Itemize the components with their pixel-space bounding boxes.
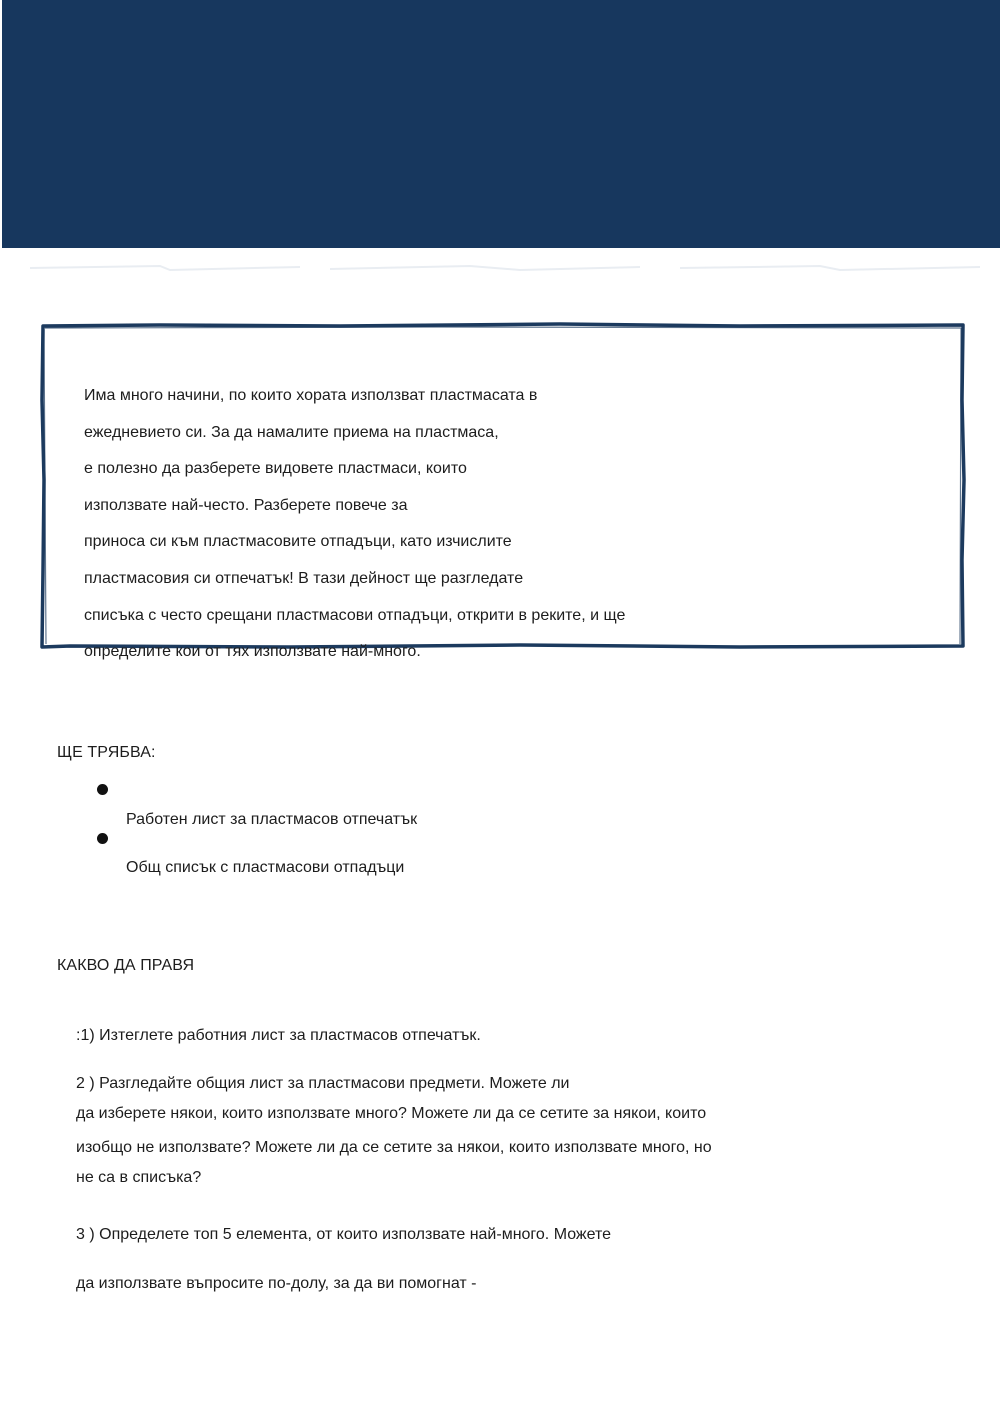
intro-paragraph (84, 378, 784, 671)
brush-edge (0, 248, 1000, 278)
step-3-line: да използвате въпросите по-долу, за да ви помогнат - (76, 1275, 477, 1292)
intro-line: ежедневието си. За да намалите приема на пластмаса, (84, 423, 499, 441)
intro-line: Има много начини, по които хората използват пластмасата в (84, 387, 538, 404)
intro-line: определите кои от тях използвате най-много. (84, 643, 421, 661)
bullet-dot (97, 833, 108, 844)
intro-line: пластмасовия си отпечатък! В тази дейност ще разгледате (84, 569, 524, 587)
intro-line: използвате най-често. Разберете повече за (84, 496, 408, 514)
step-2-line: да изберете някои, които използвате много? Можете ли да се сетите за някои, които (76, 1105, 707, 1122)
step-2-line: не са в списъка? (76, 1169, 202, 1186)
needs-item-worksheet: Работен лист за пластмасов отпечатък (126, 811, 418, 828)
intro-line: приноса си към пластмасовите отпадъци, като изчислите (84, 533, 512, 551)
step-2-line: 2 ) Разгледайте общия лист за пластмасови предмети. Можете ли (76, 1075, 570, 1092)
step-1: :1) Изтеглете работния лист за пластмасов отпечатък. (76, 1027, 481, 1044)
bullet-dot (97, 784, 108, 795)
needs-item-waste-list: Общ списък с пластмасови отпадъци (126, 859, 405, 876)
header-band (2, 0, 1000, 248)
steps-heading: КАКВО ДА ПРАВЯ (57, 957, 195, 974)
step-2-line: изобщо не използвате? Можете ли да се сетите за някои, които използвате много, но (76, 1139, 712, 1156)
intro-line: списъка с често срещани пластмасови отпадъци, открити в реките, и ще (84, 606, 626, 624)
intro-line: е полезно да разберете видовете пластмаси, които (84, 460, 467, 478)
needs-heading: ЩЕ ТРЯБВА: (57, 744, 156, 761)
step-3-line: 3 ) Определете топ 5 елемента, от които използвате най-много. Можете (76, 1226, 612, 1243)
